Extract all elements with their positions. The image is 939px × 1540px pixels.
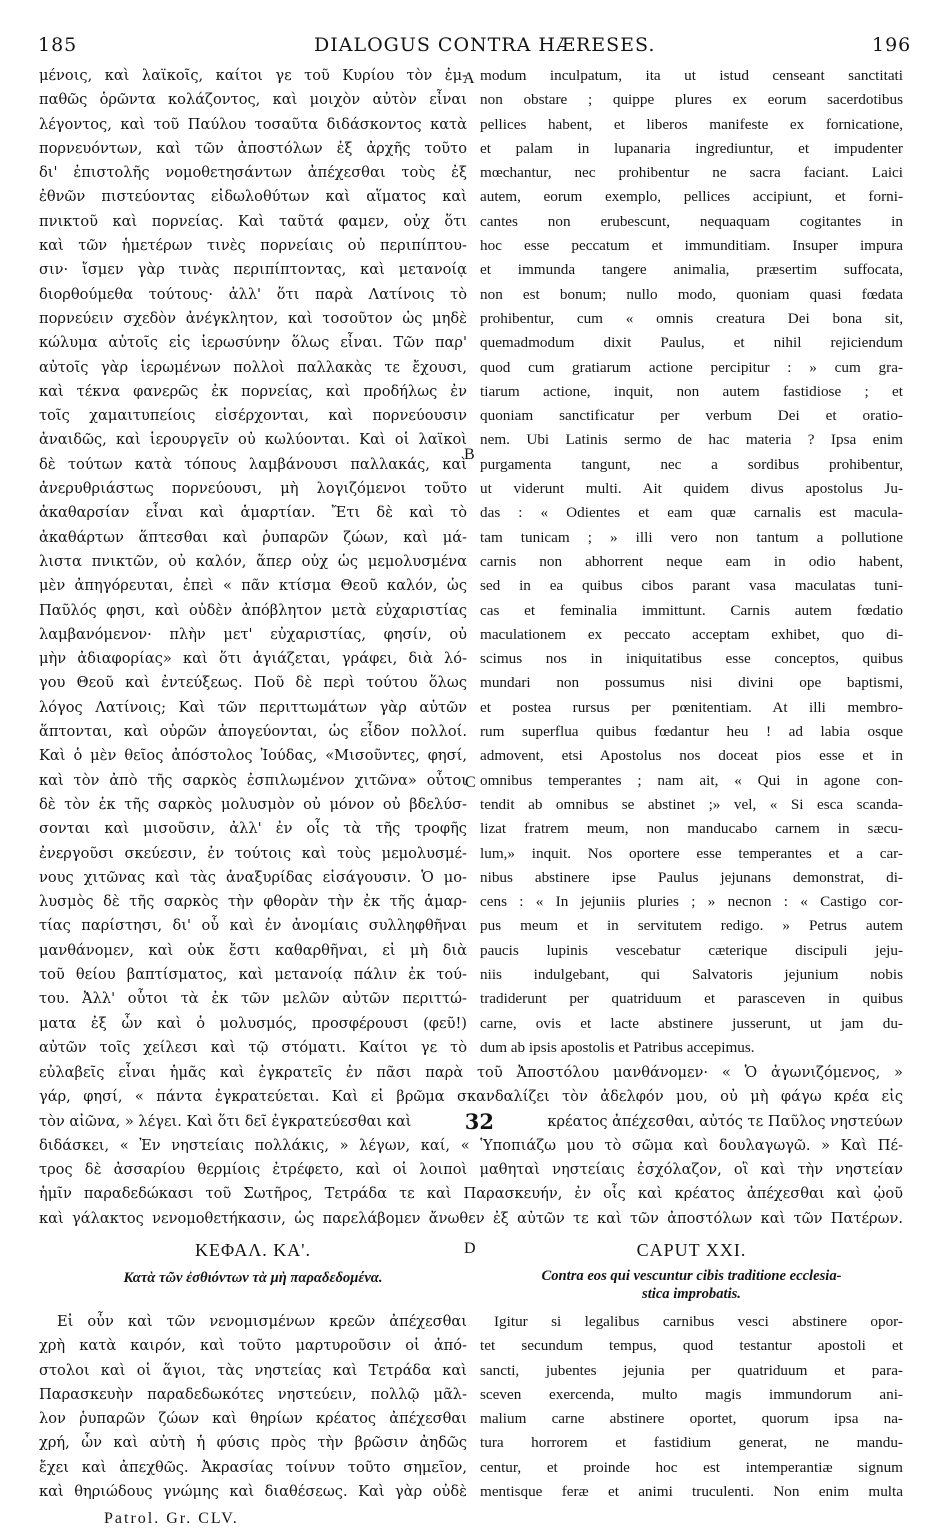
text-line: δὲ τὸν ἐκ τῆς σαρκὸς μολυσμὸν οὐ μόνον οὐ βδελύσ- <box>39 795 467 813</box>
greek-chapter-subtitle: Κατὰ τῶν ἐσθιόντων τὰ μὴ παραδεδομένα. <box>123 1270 383 1286</box>
text-line: πορνευόντων, καὶ τῶν ἀποστόλων ἐξ ἀρχῆς τοῦτο <box>39 139 467 157</box>
text-line: Παρασκευὴν παραδεδωκότες νηστεύειν, πολλῷ μᾶλ- <box>39 1385 467 1403</box>
text-line: cens : « In jejuniis pluries ; » necnon : « Castigo cor- <box>480 893 903 911</box>
greek-chapter-title: ΚΕΦΑΛ. ΚΑ'. <box>194 1240 312 1260</box>
text-line: στολοι καὶ οἱ ἅγιοι, τὰς νηστείας καὶ Τετράδα καὶ <box>39 1361 467 1379</box>
page-number-right: 196 <box>872 34 912 56</box>
text-line: non est bonum; nullo modo, quoniam quasi fœdata <box>480 285 903 303</box>
text-line: καὶ τέκνα φανερῶς ἐκ πορνείας, καὶ προδήλως ἐν <box>39 382 467 400</box>
text-line: Εἰ οὖν καὶ τῶν νενομισμένων κρεῶν ἀπέχεσθαι <box>57 1313 467 1330</box>
text-line: centur, et proinde hoc est intemperantiæ signum <box>480 1458 903 1476</box>
text-line: prohibentur, cum « omnis creatura Dei bona sit, <box>480 309 903 327</box>
text-line: γου Θεοῦ καὶ ἐντεύξεως. Ποῦ δὲ περὶ τούτου ὅλως <box>39 674 467 692</box>
text-line: carne, ovis et lacte abstinere jusserunt, ut jam du- <box>480 1014 903 1032</box>
text-line: ἀνερυθριάστως πορνεύουσι, μὴ λογιζόμενοι τοῦτο <box>39 480 467 498</box>
text-line: ἀναιδῶς, καὶ ἱερουργεῖν οὐ κωλύονται. Καὶ οἱ λαϊκοὶ <box>39 431 467 449</box>
text-line: et palam in lupanaria ingrediuntur, et impudenter <box>480 139 903 157</box>
margin-letter-a: A <box>463 70 475 87</box>
text-line: lum,» inquit. Nos oportere esse temperantes et a car- <box>480 844 903 862</box>
text-line: ἐθνῶν πιστεύοντας εἰδωλοθύτων καὶ αἵματος καὶ <box>39 188 467 206</box>
text-line: pus meum et in servitutem redigo. » Petrus autem <box>480 917 903 935</box>
text-line: cas et feminalia immittunt. Carnis autem fœdatio <box>480 601 903 619</box>
text-line: καὶ θηριώδους γνώμης καὶ διαθέσεως. Καὶ γὰρ οὐδὲ <box>39 1483 467 1501</box>
text-line: δὲ τούτων κατὰ τόπους λαμβάνουσι παλλακάς, καὶ <box>39 455 467 473</box>
margin-letter-b: B <box>464 446 475 463</box>
text-line: λέγοντος, καὶ τοῦ Παύλου τοσαῦτα διδάσκοντος κατὰ <box>39 115 467 133</box>
text-line: νους χιτῶνας καὶ τὰς ἀναξυρίδας εἰσάγουσιν. Ὁ μο- <box>39 868 467 886</box>
text-line: et immunda tangere animalia, præsertim suffocata, <box>480 261 903 279</box>
text-line: καὶ τῶν ἡμετέρων τινὲς πορνείαις οὐ περιπίπτου- <box>39 237 467 255</box>
text-line: λιστα πνικτῶν, οὐ καλόν, ἅπερ οὐχ ὡς μεμολυσμένα <box>39 552 467 570</box>
text-line: χρὴ κατὰ καιρόν, καὶ τοῦτο μαρτυροῦσιν οἱ ἀπό- <box>39 1337 467 1355</box>
text-line: autem, eorum exemplo, pellices accipiunt, et forni- <box>480 188 903 206</box>
latin-chapter-title: CAPUT XXI. <box>636 1240 747 1260</box>
printer-signature: Patrol. Gr. CLV. <box>104 1510 239 1527</box>
text-line: niis indulgebant, qui Salvatoris jejunium nobis <box>480 965 903 983</box>
text-line: λόγος Λατίνοις; Καὶ τῶν περιττωμάτων γὰρ αὐτῶν <box>39 698 467 716</box>
text-line: tam tunicam ; » illi vero non tantum a pollutione <box>480 528 903 546</box>
text-line: Igitur si legalibus carnibus vesci abstinere opor- <box>494 1313 903 1330</box>
column-number: 32 <box>464 1109 494 1134</box>
text-line: carnis non abhorrent neque eam in odio habent, <box>480 552 903 570</box>
text-line: καὶ γάλακτος νενομοθετήκασιν, ὡς παρελάβομεν ἄνωθεν ἐξ αὐτῶν τε καὶ τῶν ἀποστόλων καὶ τῶν Πατέρων. <box>39 1209 903 1227</box>
text-line: ματα ἐξ ὧν καὶ ὁ μολυσμός, προσφέρουσι (φεῦ!) <box>39 1014 467 1032</box>
text-line: ἐνεργοῦσι σκεύεσιν, ἐν τούτοις καὶ τοὺς μεμολυσμέ- <box>39 844 467 862</box>
text-line: αὐτοῖς γὰρ ἱερωμένων πολλοὶ παλλακὰς τε ἔχουσι, <box>39 358 467 376</box>
latin-chapter-subtitle-line-2: stica improbatis. <box>642 1286 741 1302</box>
text-line: ἡμῖν παραδεδώκασι τοῦ Σωτῆρος, Τετράδα τε καὶ Παρασκευήν, ἐν οἷς καὶ κρέατος ἀπέχεσθαι καὶ ᾠοῦ <box>39 1185 903 1203</box>
text-line: dum ab ipsis apostolis et Patribus accepimus. <box>480 1038 755 1056</box>
text-line: ἀκαθαρσίαν εἶναι καὶ ἁμαρτίαν. Ἔτι δὲ καὶ τὸ <box>39 504 467 522</box>
text-line: μένοις, καὶ λαϊκοῖς, καίτοι γε τοῦ Κυρίου τὸν ἐμ- <box>39 67 467 84</box>
text-line: αὐτῶν τοῖς χείλεσι καὶ τῷ στόματι. Καίτοι γε τὸ <box>39 1038 467 1056</box>
text-line: τοῦ θείου βαπτίσματος, καὶ μετανοίᾳ πάλιν ἐκ τού- <box>39 965 467 983</box>
text-line: ἅπτονται, καὶ οὐρῶν ἀπογεύονται, ὡς εἶδον πολλοί. <box>39 723 467 741</box>
text-line: Παῦλός φησι, καὶ οὐδὲν ἀπόβλητον μετὰ εὐχαριστίας <box>39 601 467 619</box>
text-line: mœchantur, nec prohibentur ne sacra faciant. Laici <box>480 164 903 182</box>
page-number-left: 185 <box>38 34 78 56</box>
text-line: πνικτοῦ καὶ πορνείας. Καὶ ταῦτά φαμεν, οὐχ ὅτι <box>39 212 467 230</box>
text-line: tendit ab omnibus se abstinet ;» vel, « Si esca scanda- <box>480 795 903 813</box>
text-line: modum inculpatum, ita ut istud censeant sanctitati <box>480 67 903 84</box>
text-line: tet secundum tempus, quod testantur apostoli et <box>480 1337 903 1355</box>
text-line: quemadmodum dixit Paulus, et nihil rejiciendum <box>480 334 903 352</box>
text-line: lizat fratrem meum, non manducabo carnem in sæcu- <box>480 820 903 838</box>
latin-column-lower <box>480 1310 903 1504</box>
text-line: ἔχει καὶ ἀπεχθῶς. Ἀκρασίας τοίνυν τοῦτο σημεῖον, <box>39 1458 467 1476</box>
text-segment: κρέατος ἀπέχεσθαι, αὐτός τε Παῦλος νηστεύων <box>547 1112 903 1130</box>
text-line: πορνεύειν σχεδὸν ἀνέγκλητον, καὶ τοσοῦτον ὡς μηδὲ <box>39 309 467 327</box>
latin-column-upper <box>480 64 903 1060</box>
text-line: μανθάνομεν, καὶ οὐκ ἔστι καθαρθῆναι, εἰ μὴ διὰ <box>39 941 467 959</box>
text-line: admovent, etsi Apostolus nos doceat pios esse et in <box>480 747 903 765</box>
text-line: λον ῥυπαρῶν ζώων καὶ θηρίων κρέατος ἀπέχεσθαι <box>39 1410 467 1428</box>
text-line: quoniam sanctificatur per verbum Dei et oratio- <box>480 407 903 425</box>
text-line: mundari non possumus nisi divini ope baptismi, <box>480 674 903 692</box>
text-line: δι' ἐπιστολῆς νομοθετησάντων ἀπέχεσθαι τοὺς ἐξ <box>39 164 467 182</box>
text-line: pellices habent, et liberos manifeste ex fornicatione, <box>480 115 903 133</box>
text-line: λαμβανόμενον· πλὴν μετ' εὐχαριστίας, φησίν, οὐ <box>39 625 467 643</box>
text-line: malium carne abstinere oportet, quorum ipsa na- <box>480 1410 903 1428</box>
margin-letter-d: D <box>464 1240 476 1257</box>
text-line: tiarum actione, inquit, non autem fastidiose ; et <box>480 382 903 400</box>
text-line: μὲν ἀπηγόρευται, ἐπεὶ « πᾶν κτίσμα Θεοῦ καλόν, ὡς <box>39 577 467 595</box>
text-line: διδάσκει, « Ἐν νηστείαις πολλάκις, » λέγων, καί, « Ὑποπιάζω μου τὸ σῶμα καὶ δουλαγωγῶ. » Καὶ Πέ- <box>39 1136 903 1154</box>
text-line: κώλυμα αὐτοῖς εἰς ἱερωσύνην ὅλως εἶναι. Τῶν παρ' <box>39 334 467 352</box>
text-line: μὴν ἀδιαφορίας» καὶ ὅτι ἁγιάζεται, γράφει, διὰ λό- <box>39 650 467 668</box>
latin-chapter-subtitle-line-1: Contra eos qui vescuntur cibis traditione ecclesia- <box>541 1268 842 1284</box>
text-line: purgamenta tangunt, nec a sordibus prohibentur, <box>480 455 903 473</box>
text-line: χρή, ὧν καὶ αὐτὴ ἡ φύσις πρὸς τὴν βρῶσιν ἀηδῶς <box>39 1434 467 1452</box>
text-line: διορθούμεθα τούτους· ἀλλ' ὅτι παρὰ Λατίνοις τὸ <box>39 285 467 303</box>
margin-letter-c: C <box>465 774 476 791</box>
text-line: λυσμὸς δὲ τῆς σαρκὸς τὴν φθορὰν τὴν ἐκ τῆς ἁμαρ- <box>39 893 467 911</box>
text-line: quod cum gratiarum actione percipitur : » cum gra- <box>480 358 903 376</box>
text-line: non obstare ; quippe plures ex eorum sacerdotibus <box>480 91 903 109</box>
text-line: tradiderunt per quatriduum et parasceven in quibus <box>480 990 903 1008</box>
greek-full-width-paragraph <box>39 1061 903 1231</box>
text-line: sancti, jubentes jejunia per quatriduum et para- <box>480 1361 903 1379</box>
text-line: nibus abstinere ipse Paulus jejunans demonstrat, di- <box>480 868 903 886</box>
text-line: sed in ea quibus cibos parant vasa maculatas tuni- <box>480 577 903 595</box>
text-line: καὶ τὸν ἀπὸ τῆς σαρκὸς ἐσπιλωμένον χιτῶνα» οὗτοι <box>39 771 467 789</box>
text-line: τρος δὲ ἀσσαρίου θερμίοις ἐτρέφετο, καὶ οἱ λοιποὶ μαθηταὶ νηστείαις ἐσχόλαζον, οἳ καὶ τὴν νηστείαν <box>39 1161 903 1179</box>
text-line: das : « Odientes et eam quæ carnalis est macula- <box>480 504 903 522</box>
greek-column-lower <box>39 1310 467 1504</box>
text-segment: τὸν αἰῶνα, » λέγει. Καὶ ὅτι δεῖ ἐγκρατεύεσθαι καὶ <box>39 1112 412 1130</box>
text-line: tura horrorem et fastidium generat, ne mandu- <box>480 1434 903 1452</box>
text-line: του. Ἀλλ' οὗτοι τὰ ἐκ τῶν μελῶν αὐτῶν περιττώ- <box>39 990 467 1008</box>
text-line: εὐλαβεῖς εἶναι ἡμᾶς καὶ ἐγκρατεῖς ἐν πᾶσι παρὰ τοῦ Ἀποστόλου μανθάνομεν· « Ὁ ἀγωνιζόμενος, » <box>39 1064 903 1081</box>
running-title: DIALOGUS CONTRA HÆRESES. <box>314 34 656 56</box>
text-line-with-column-number <box>39 1110 903 1134</box>
text-line: hoc esse peccatum et immunditiam. Insuper impura <box>480 237 903 255</box>
text-line: ut viderunt multi. Ait quidem divus apostolus Ju- <box>480 480 903 498</box>
text-line: sceven exercenda, multo magis immundorum ani- <box>480 1385 903 1403</box>
text-line: cantes non erubescunt, nequaquam cogitantes in <box>480 212 903 230</box>
text-line: paucis lupinis vescebatur cæterique discipuli jeju- <box>480 941 903 959</box>
text-line: Καὶ ὁ μὲν θεῖος ἀπόστολος Ἰούδας, «Μισοῦντες, φησί, <box>39 747 467 765</box>
text-line: mentisque feræ et animi truculenti. Non enim multa <box>480 1483 903 1501</box>
text-line: γάρ, φησί, « πάντα ἐγκρατεύεται. Καὶ εἰ βρῶμα σκανδαλίζει τὸν ἀδελφόν μου, οὐ μὴ φάγω κρέα εἰς <box>39 1088 903 1106</box>
text-line: τοῖς χαμαιτυπείοις εἰσέρχονται, καὶ πορνεύουσιν <box>39 407 467 425</box>
text-line: nem. Ubi Latinis sermo de hac materia ? Ipsa enim <box>480 431 903 449</box>
text-line: τίας παρίστησι, δι' οὗ καὶ ἐν ἀνομίαις συλληφθῆναι <box>39 917 467 935</box>
text-line: maculationem ex peccato acceptam exhibet, quo di- <box>480 625 903 643</box>
text-line: σιν· ἴσμεν γὰρ τινὰς περιπίπτοντας, καὶ μετανοίᾳ <box>39 261 467 279</box>
greek-column-upper <box>39 64 467 1060</box>
text-line: παθῶς ὁρῶντα κολάζοντος, καὶ μοιχὸν αὐτὸν εἶναι <box>39 91 467 109</box>
text-line: ἀκαθάρτων ἅπτεσθαι καὶ ῥυπαρῶν ζώων, καὶ μά- <box>39 528 467 546</box>
text-line: et postea rursus per pœnitentiam. At illi membro- <box>480 698 903 716</box>
text-line: scimus nos in iniquitatibus esse conceptos, quibus <box>480 650 903 668</box>
text-line: omnibus temperantes ; nam ait, « Qui in agone con- <box>480 771 903 789</box>
text-line: rum superflua quibus fœdantur heu ! ad labia osque <box>480 723 903 741</box>
text-line: σονται καὶ μισοῦσιν, ἀλλ' ἐν οἷς τὰ τῆς τροφῆς <box>39 820 467 838</box>
